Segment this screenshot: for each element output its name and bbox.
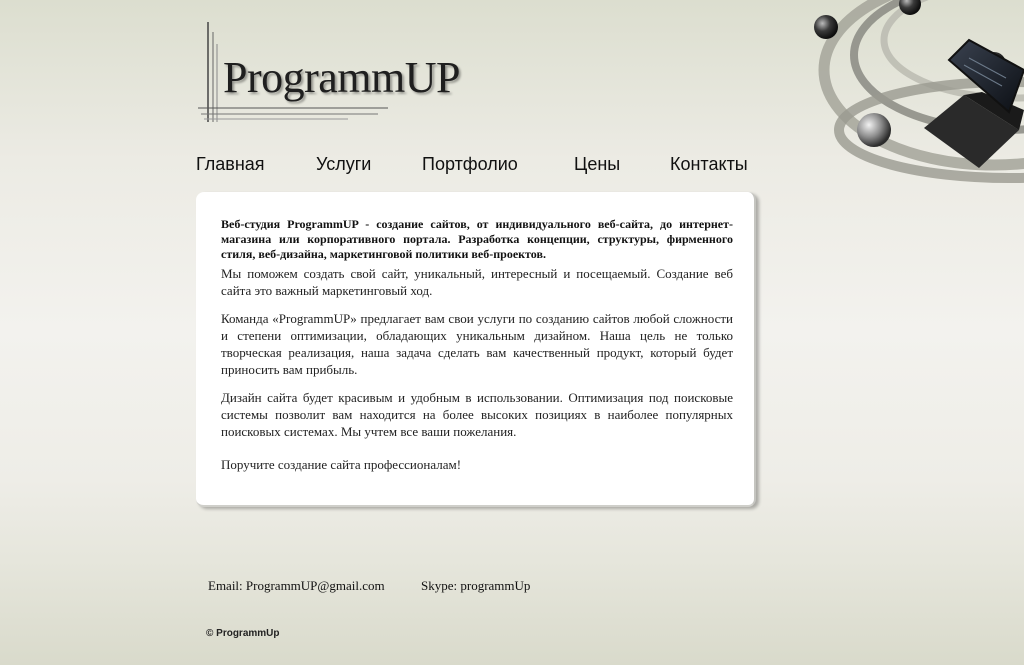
main-nav bbox=[196, 154, 756, 180]
globes-laptop-illustration-icon bbox=[804, 0, 1024, 185]
call-to-action-text: Поручите создание сайта профессионалам! bbox=[221, 457, 462, 472]
site-logo[interactable] bbox=[198, 22, 488, 127]
content-panel bbox=[196, 192, 756, 507]
nav-item-contacts[interactable]: Контакты bbox=[670, 154, 748, 174]
footer-email[interactable]: Email: ProgrammUP@gmail.com bbox=[208, 578, 385, 593]
nav-item-home[interactable]: Главная bbox=[196, 154, 265, 174]
nav-item-prices[interactable]: Цены bbox=[574, 154, 621, 174]
nav-item-services[interactable]: Услуги bbox=[316, 154, 372, 174]
paragraph: Команда «ProgrammUP» предлагает вам свои услуги по созданию сайтов любой сложности и степени оптимизации, обладающих уникальным дизайном. Наша цель не только творческая реализация, наша задача сделать вам качественный продукт, который будет приносить вам прибыль. bbox=[221, 311, 733, 377]
paragraph: Дизайн сайта будет красивым и удобным в использовании. Оптимизация под поисковые системы позволит вам находится на более высоких позициях в наиболее популярных поисковых системах. Мы учтем все ваши пожелания. bbox=[221, 390, 733, 439]
logo-text: ProgrammUP bbox=[223, 53, 460, 102]
intro-text: Веб-студия ProgrammUP - создание сайтов, от индивидуального веб-сайта, до интернет-магазина или корпоративного портала. Разработка концепции, структуры, фирменного стиля, веб-дизайна, маркетинговой политики веб-проектов. bbox=[221, 217, 733, 261]
nav-item-portfolio[interactable]: Портфолио bbox=[422, 154, 518, 174]
copyright: © ProgrammUp bbox=[206, 628, 280, 639]
content-body bbox=[221, 217, 733, 484]
footer-skype: Skype: programmUp bbox=[421, 578, 531, 593]
paragraph: Мы поможем создать свой сайт, уникальный, интересный и посещаемый. Создание веб сайта это важный маркетинговый ход. bbox=[221, 266, 733, 298]
